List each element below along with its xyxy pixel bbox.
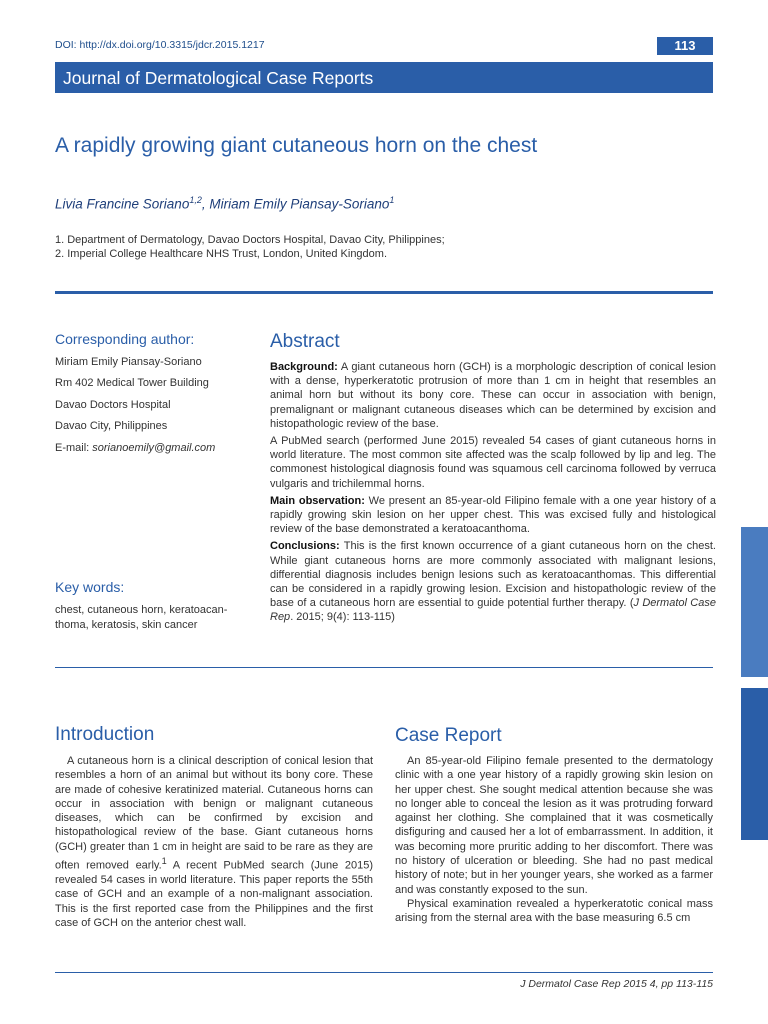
author-1: Livia Francine Soriano <box>55 196 190 212</box>
corresponding-author-name: Miriam Emily Piansay-Soriano <box>55 356 202 368</box>
abstract-body <box>270 360 716 628</box>
article-title: A rapidly growing giant cutaneous horn on the chest <box>55 134 538 157</box>
case-report-heading: Case Report <box>395 725 502 746</box>
footer-citation: J Dermatol Case Rep 2015 4, pp 113-115 <box>520 978 713 990</box>
header-divider <box>55 291 713 294</box>
abstract-main-observation <box>270 494 716 537</box>
main-observation-text: We present an 85-year-old Filipino female with a one year history of a rapidly growing skin lesion on her upper chest. This was excised fully and histological review of the base demonstrated a keratoacanthoma. <box>270 494 716 536</box>
corresponding-address-line-1: Rm 402 Medical Tower Building <box>55 377 209 389</box>
abstract-divider <box>55 667 713 668</box>
introduction-text-a: A cutaneous horn is a clinical description of conical lesion that resembles a horn of an animal but without its bony core. These are made of cohesive keratinized material. Cutaneous horns can occur in association with benign or malignant cutaneous diseases, which can be confirmed by excision and histopathological review of the base. Giant cutaneous horns (GCH) greater than 1 cm in height are said to be rare as they are often removed early. <box>55 755 373 872</box>
introduction-body <box>55 754 373 930</box>
author-2-affiliation-sup: 1 <box>389 195 395 205</box>
conclusions-text: This is the first known occurrence of a giant cutaneous horn on the chest. While giant cutaneous horns are more commonly associated with malignant lesions, differential diagnosis includes benign lesions such as keratoacanthomas. This differential can be considered in a rapidly growing lesion. Excision and histopathologic review of the base of a cutaneous horn are essential to guide potential further therapy. ( <box>270 540 716 610</box>
corresponding-author-heading: Corresponding author: <box>55 331 195 347</box>
corresponding-email <box>55 442 215 454</box>
side-tab-dark <box>741 688 768 840</box>
keywords-heading: Key words: <box>55 579 125 595</box>
introduction-text-b: A recent PubMed search (June 2015) revealed 54 cases in world literature. This paper reports the 55th case of GCH and an example of a non-malignant association. This is the first reported case from the Philippines and the first case of GCH on the anterior chest wall. <box>55 859 373 929</box>
citation-journal: J Dermatol Case Rep <box>270 597 716 624</box>
case-report-paragraph-2: Physical examination revealed a hyperkeratotic conical mass arising from the sternal area with the base measuring 6.5 cm <box>395 897 713 925</box>
corresponding-address-line-3: Davao City, Philippines <box>55 420 168 432</box>
case-report-body <box>395 754 713 926</box>
email-address[interactable]: sorianoemily@gmail.com <box>92 442 216 454</box>
keywords-text: chest, cutaneous horn, keratoacan-thoma, keratosis, skin cancer <box>55 604 228 631</box>
journal-header-bar <box>55 62 713 93</box>
footer-divider <box>55 972 713 973</box>
background-text: A giant cutaneous horn (GCH) is a morphologic description of conical lesion with a dense, hyperkeratotic protrusion of more than 1 cm in height that resembles an animal horn but without its bony core. These can occur in association with benign, premalignant or malignant cutaneous diseases which can be determined by excision and histopathologic review of the base. <box>270 361 716 430</box>
page-number-badge: 113 <box>657 37 713 55</box>
abstract-background <box>270 360 716 431</box>
abstract-heading: Abstract <box>270 331 340 352</box>
email-label: E-mail: <box>55 442 93 454</box>
author-2: Miriam Emily Piansay-Soriano <box>209 196 390 212</box>
citation-details: . 2015; 9(4): 113-115) <box>290 611 395 624</box>
journal-name: Journal of Dermatological Case Reports <box>63 68 374 88</box>
introduction-heading: Introduction <box>55 724 155 745</box>
affiliation-1: 1. Department of Dermatology, Davao Doctors Hospital, Davao City, Philippines; <box>55 234 445 246</box>
author-1-affiliation-sup: 1,2 <box>189 195 202 205</box>
abstract-conclusions <box>270 539 716 624</box>
corresponding-address-line-2: Davao Doctors Hospital <box>55 399 171 411</box>
case-report-paragraph-1: An 85-year-old Filipino female presented to the dermatology clinic with a one year history of a rapidly growing skin lesion on her upper chest. She sought medical attention because she was no longer able to conceal the lesion as it was protruding forward against her clothing. She complained that it was cosmetically disfiguring and caused her a lot of embarrassment. In addition, it was becoming more pruritic adding to her discomfort. There was no history of ulceration or bleeding. She had no past medical history of note; but in her younger years, she worked as a farmer and was constantly exposed to the sun. <box>395 755 713 896</box>
introduction-paragraph <box>55 754 373 930</box>
author-separator: , <box>201 196 210 212</box>
main-observation-label: Main observation: <box>270 494 365 507</box>
conclusions-label: Conclusions: <box>270 540 340 553</box>
abstract-pubmed: A PubMed search (performed June 2015) revealed 54 cases of giant cutaneous horns in world literature. The most common site affected was the scalp followed by lip and leg. The commonest histological diagnosis found was squamous cell carcinoma followed by verruca vulgaris and trichilemmal horns. <box>270 435 716 490</box>
affiliation-2: 2. Imperial College Healthcare NHS Trust, London, United Kingdom. <box>55 248 388 260</box>
background-label: Background: <box>270 361 338 373</box>
doi-link[interactable]: DOI: http://dx.doi.org/10.3315/jdcr.2015.1217 <box>55 39 265 51</box>
reference-sup: 1 <box>161 856 167 867</box>
author-list <box>55 195 394 212</box>
side-tab-light <box>741 527 768 677</box>
